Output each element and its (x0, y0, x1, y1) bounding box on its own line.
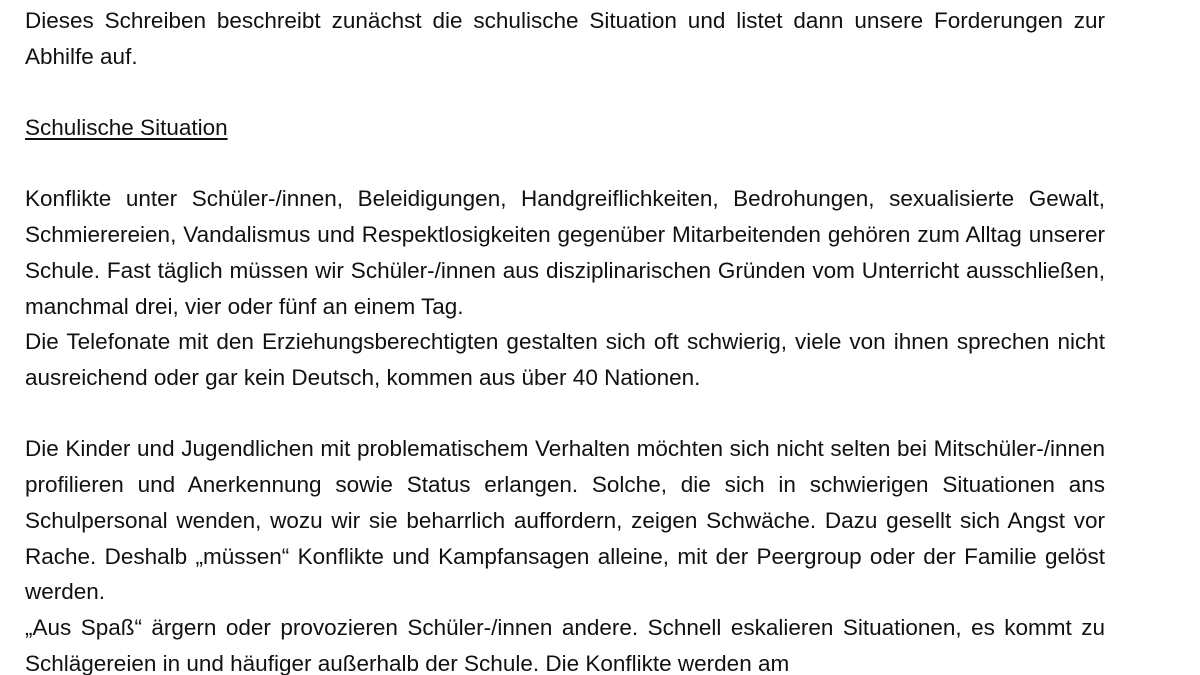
paragraph-escalation: „Aus Spaß“ ärgern oder provozieren Schüler-/innen andere. Schnell eskalieren Situationen, es kommt zu Schlägereien in und häufiger außerhalb der Schule. Die Konflikte werden am (25, 614, 1105, 675)
section-heading: Schulische Situation (25, 115, 228, 141)
paragraph-behavior: Die Kinder und Jugendlichen mit problematischem Verhalten möchten sich nicht selten bei Mitschüler-/innen profilieren und Anerkennung sowie Status erlangen. Solche, die sich in schwierigen Situationen ans Schulpersonal wenden, wozu wir sie beharrlich auffordern, zeigen Schwäche. Dazu gesellt sich Angst vor Rache. Deshalb „müssen“ Konflikte und Kampfansagen alleine, mit der Peergroup oder der Familie gelöst werden. (25, 436, 1105, 605)
paragraph-phone-calls: Die Telefonate mit den Erziehungsberechtigten gestalten sich oft schwierig, viele von ihnen sprechen nicht ausreichend oder gar kein Deutsch, kommen aus über 40 Nationen. (25, 329, 1105, 390)
intro-paragraph: Dieses Schreiben beschreibt zunächst die schulische Situation und listet dann unsere Forderungen zur Abhilfe auf. (25, 8, 1105, 69)
paragraph-conflicts: Konflikte unter Schüler-/innen, Beleidigungen, Handgreiflichkeiten, Bedrohungen, sexualisierte Gewalt, Schmierereien, Vandalismus und Respektlosigkeiten gegenüber Mitarbeitenden gehören zum Alltag unserer Schule. Fast täglich müssen wir Schüler-/innen aus disziplinarischen Gründen vom Unterricht ausschließen, manchmal drei, vier oder fünf an einem Tag. (25, 186, 1105, 319)
letter-body (25, 3, 1105, 675)
